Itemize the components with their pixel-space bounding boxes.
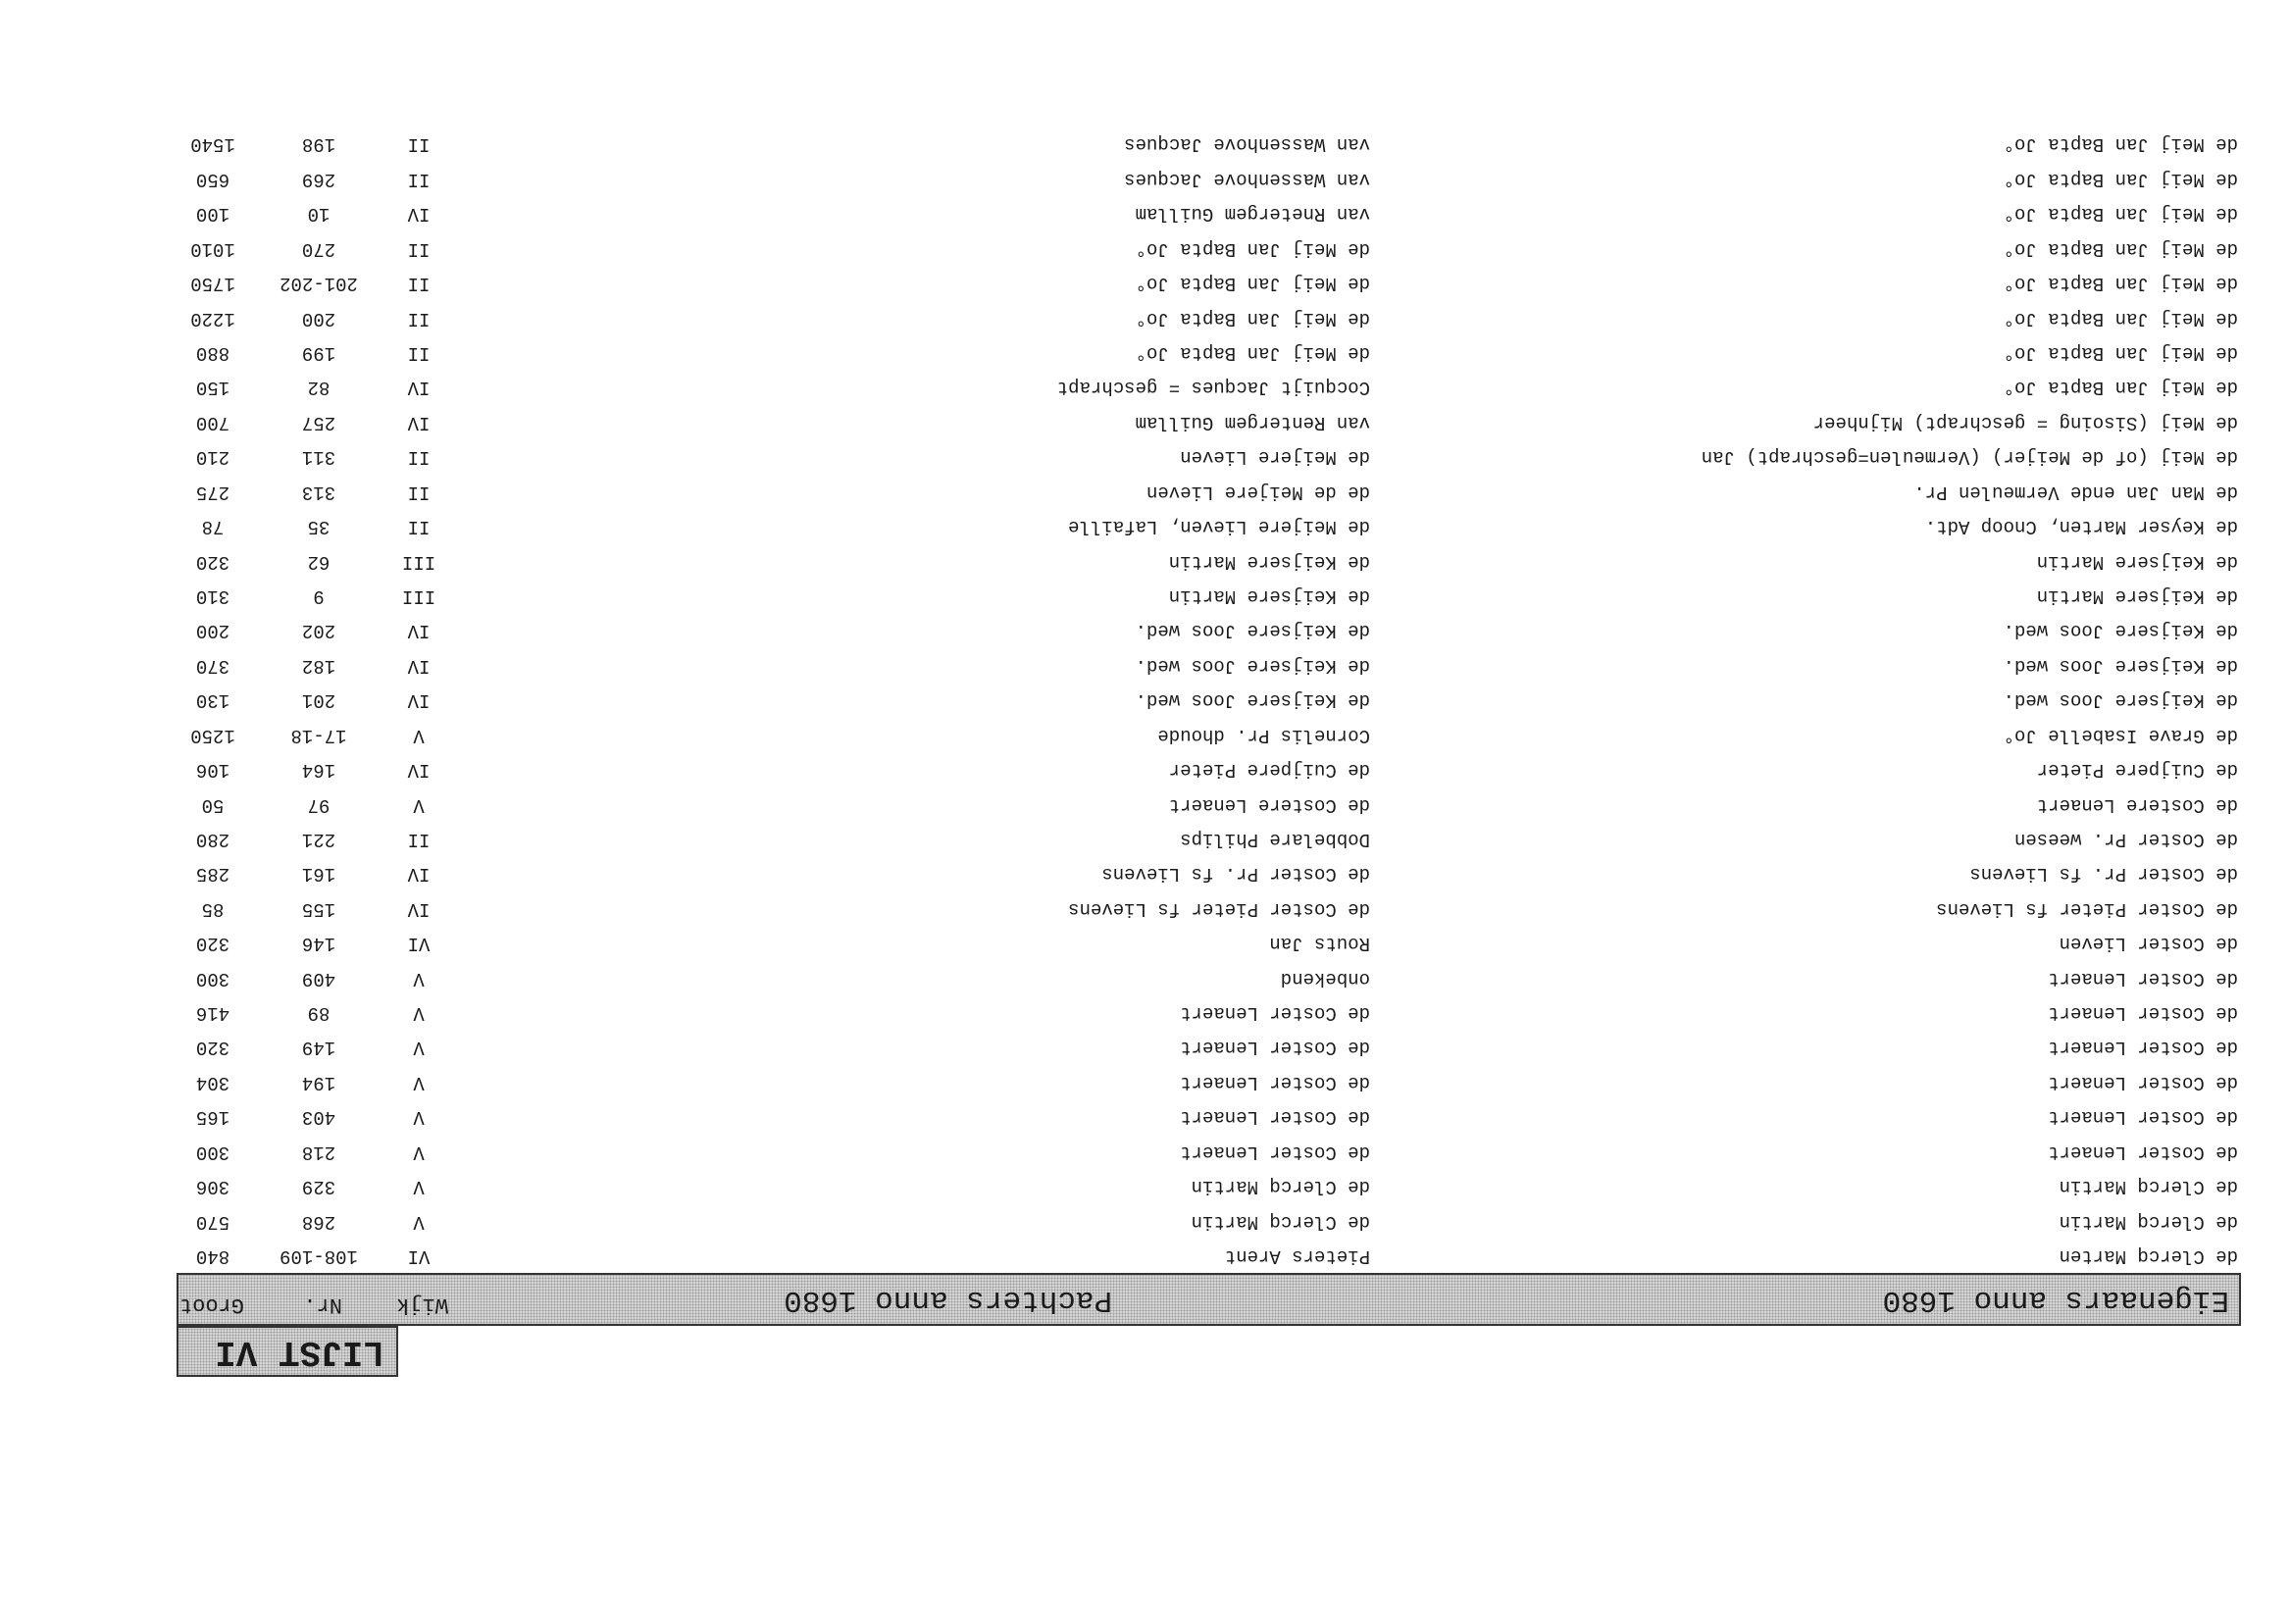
table-row bbox=[177, 1169, 2241, 1203]
nr-cell: 17-18 bbox=[290, 724, 347, 746]
table-row bbox=[177, 230, 2241, 265]
owner-cell: de Coster Lenaert bbox=[2048, 1037, 2238, 1059]
nr-cell: 164 bbox=[301, 759, 336, 782]
groot-cell: 880 bbox=[195, 342, 230, 365]
tenant-cell: de Meij Jan Bapta Jo° bbox=[1135, 307, 1370, 330]
owner-cell: de Keijsere Joos wed. bbox=[2003, 689, 2238, 712]
groot-cell: 320 bbox=[195, 933, 230, 955]
nr-cell: 409 bbox=[301, 967, 336, 990]
table-row bbox=[177, 300, 2241, 334]
wijk-cell: II bbox=[407, 342, 431, 365]
table-row bbox=[177, 647, 2241, 682]
table-row bbox=[177, 717, 2241, 751]
nr-cell: 97 bbox=[307, 793, 331, 816]
tenant-cell: Routs Jan bbox=[1269, 933, 1370, 955]
groot-cell: 1250 bbox=[190, 724, 235, 746]
nr-cell: 82 bbox=[307, 377, 331, 399]
wijk-cell: VI bbox=[407, 933, 431, 955]
owner-cell: de Keijsere Martin bbox=[2036, 550, 2238, 573]
table-header bbox=[177, 1273, 2241, 1326]
owner-cell: de Clercq Marten bbox=[2059, 1245, 2238, 1267]
owner-cell: de Meij Jan Bapta Jo° bbox=[2003, 377, 2238, 399]
groot-cell: 416 bbox=[195, 1002, 230, 1025]
owner-cell: de Coster Pr. fs Lievens bbox=[1969, 863, 2238, 886]
tenant-cell: de Coster Lenaert bbox=[1180, 1037, 1370, 1059]
wijk-cell: II bbox=[407, 307, 431, 330]
tenant-cell: de Meij Jan Bapta Jo° bbox=[1135, 273, 1370, 295]
nr-cell: 108-109 bbox=[280, 1245, 358, 1267]
nr-cell: 199 bbox=[301, 342, 336, 365]
wijk-cell: V bbox=[413, 1002, 425, 1025]
wijk-cell: V bbox=[413, 967, 425, 990]
wijk-cell: VI bbox=[407, 1245, 431, 1267]
table-row bbox=[177, 579, 2241, 613]
wijk-cell: V bbox=[413, 1210, 425, 1233]
owner-cell: de Meij Jan Bapta Jo° bbox=[2003, 342, 2238, 365]
nr-cell: 202 bbox=[301, 620, 336, 642]
header-tenants: Pachters anno 1680 bbox=[784, 1283, 1112, 1317]
tenant-cell: de Clercq Martin bbox=[1191, 1176, 1370, 1198]
table-row bbox=[177, 926, 2241, 960]
owner-cell: de Keijsere Martin bbox=[2036, 584, 2238, 607]
owner-cell: de Coster Pieter fs Lievens bbox=[1936, 897, 2238, 920]
tenant-cell: Pieters Arent bbox=[1224, 1245, 1370, 1267]
owner-cell: de Costere Lenaert bbox=[2036, 793, 2238, 816]
wijk-cell: IV bbox=[407, 411, 431, 433]
table-row bbox=[177, 890, 2241, 925]
owner-cell: de Coster Lenaert bbox=[2048, 1106, 2238, 1129]
table-row bbox=[177, 1099, 2241, 1134]
nr-cell: 269 bbox=[301, 168, 336, 190]
tenant-cell: de Cuijpere Pieter bbox=[1168, 759, 1370, 782]
wijk-cell: II bbox=[407, 133, 431, 156]
wijk-cell: V bbox=[413, 1037, 425, 1059]
table-row bbox=[177, 960, 2241, 994]
owner-cell: de Coster Lenaert bbox=[2048, 1002, 2238, 1025]
wijk-cell: V bbox=[413, 724, 425, 746]
nr-cell: 198 bbox=[301, 133, 336, 156]
groot-cell: 1750 bbox=[190, 273, 235, 295]
tenant-cell: de Coster Lenaert bbox=[1180, 1141, 1370, 1163]
wijk-cell: IV bbox=[407, 377, 431, 399]
table-row bbox=[177, 995, 2241, 1030]
groot-cell: 165 bbox=[195, 1106, 230, 1129]
tenant-cell: de Coster Pr. fs Lievens bbox=[1101, 863, 1370, 886]
tenant-cell: de Costere Lenaert bbox=[1168, 793, 1370, 816]
tenant-cell: de Keijsere Martin bbox=[1168, 550, 1370, 573]
wijk-cell: III bbox=[401, 550, 436, 573]
wijk-cell: IV bbox=[407, 654, 431, 677]
wijk-cell: IV bbox=[407, 203, 431, 226]
groot-cell: 200 bbox=[195, 620, 230, 642]
wijk-cell: V bbox=[413, 1106, 425, 1129]
groot-cell: 304 bbox=[195, 1071, 230, 1093]
header-owners: Eigenaars anno 1680 bbox=[1882, 1283, 2229, 1317]
nr-cell: 311 bbox=[301, 446, 336, 469]
table-row bbox=[177, 335, 2241, 370]
nr-cell: 35 bbox=[307, 516, 331, 538]
groot-cell: 320 bbox=[195, 1037, 230, 1059]
wijk-cell: II bbox=[407, 828, 431, 850]
header-nr: Nr. bbox=[303, 1293, 342, 1317]
groot-cell: 50 bbox=[201, 793, 225, 816]
owner-cell: de Meij (of de Meijer) (Vermeulen=geschrapt) Jan bbox=[1701, 446, 2238, 469]
nr-cell: 146 bbox=[301, 933, 336, 955]
owner-cell: de Meij Jan Bapta Jo° bbox=[2003, 273, 2238, 295]
nr-cell: 201 bbox=[301, 689, 336, 712]
owner-cell: de Cuijpere Pieter bbox=[2036, 759, 2238, 782]
nr-cell: 257 bbox=[301, 411, 336, 433]
wijk-cell: IV bbox=[407, 620, 431, 642]
wijk-cell: IV bbox=[407, 863, 431, 886]
owner-cell: de Keyser Marten, Cnoop Adt. bbox=[1924, 516, 2238, 538]
table-row bbox=[177, 543, 2241, 578]
list-title: LIJST VI bbox=[177, 1326, 398, 1377]
groot-cell: 275 bbox=[195, 481, 230, 503]
groot-cell: 310 bbox=[195, 584, 230, 607]
groot-cell: 320 bbox=[195, 550, 230, 573]
owner-cell: de Coster Lenaert bbox=[2048, 967, 2238, 990]
groot-cell: 130 bbox=[195, 689, 230, 712]
groot-cell: 150 bbox=[195, 377, 230, 399]
owner-cell: de Man Jan ende Vermeulen Pr. bbox=[1913, 481, 2238, 503]
nr-cell: 270 bbox=[301, 237, 336, 260]
header-wijk: Wijk bbox=[396, 1293, 448, 1317]
groot-cell: 285 bbox=[195, 863, 230, 886]
table-row bbox=[177, 822, 2241, 856]
nr-cell: 313 bbox=[301, 481, 336, 503]
table-row bbox=[177, 856, 2241, 890]
wijk-cell: III bbox=[401, 584, 436, 607]
groot-cell: 700 bbox=[195, 411, 230, 433]
groot-cell: 300 bbox=[195, 967, 230, 990]
groot-cell: 1540 bbox=[190, 133, 235, 156]
tenant-cell: van Wassenhove Jacques bbox=[1124, 133, 1370, 156]
groot-cell: 78 bbox=[201, 516, 225, 538]
nr-cell: 161 bbox=[301, 863, 336, 886]
owner-cell: de Meij Jan Bapta Jo° bbox=[2003, 133, 2238, 156]
header-groot: Groot bbox=[178, 1293, 244, 1317]
wijk-cell: V bbox=[413, 1071, 425, 1093]
table-row bbox=[177, 1134, 2241, 1168]
groot-cell: 1220 bbox=[190, 307, 235, 330]
table-row bbox=[177, 509, 2241, 543]
wijk-cell: II bbox=[407, 237, 431, 260]
groot-cell: 1010 bbox=[190, 237, 235, 260]
table-row bbox=[177, 752, 2241, 787]
table-row bbox=[177, 683, 2241, 717]
wijk-cell: V bbox=[413, 1176, 425, 1198]
owner-cell: de Grave Isabelle Jo° bbox=[2003, 724, 2238, 746]
nr-cell: 9 bbox=[313, 584, 325, 607]
nr-cell: 268 bbox=[301, 1210, 336, 1233]
tenant-cell: de Coster Lenaert bbox=[1180, 1071, 1370, 1093]
tenant-cell: Dobbelare Philips bbox=[1180, 828, 1370, 850]
tenant-cell: de Meijere Lieven bbox=[1180, 446, 1370, 469]
document-table bbox=[177, 127, 2241, 1377]
owner-cell: de Coster Lenaert bbox=[2048, 1141, 2238, 1163]
groot-cell: 106 bbox=[195, 759, 230, 782]
nr-cell: 403 bbox=[301, 1106, 336, 1129]
wijk-cell: II bbox=[407, 168, 431, 190]
table-row bbox=[177, 1239, 2241, 1273]
nr-cell: 155 bbox=[301, 897, 336, 920]
table-row bbox=[177, 162, 2241, 196]
table-row bbox=[177, 613, 2241, 647]
nr-cell: 200 bbox=[301, 307, 336, 330]
table-body bbox=[177, 127, 2241, 1273]
nr-cell: 149 bbox=[301, 1037, 336, 1059]
table-row bbox=[177, 1203, 2241, 1238]
nr-cell: 62 bbox=[307, 550, 331, 573]
table-row bbox=[177, 370, 2241, 404]
nr-cell: 329 bbox=[301, 1176, 336, 1198]
owner-cell: de Meij (Sisoing = geschrapt) Mijnheer bbox=[1812, 411, 2238, 433]
wijk-cell: II bbox=[407, 273, 431, 295]
tenant-cell: de Keijsere Joos wed. bbox=[1135, 689, 1370, 712]
owner-cell: de Clercq Martin bbox=[2059, 1210, 2238, 1233]
tenant-cell: de Keijsere Joos wed. bbox=[1135, 654, 1370, 677]
groot-cell: 840 bbox=[195, 1245, 230, 1267]
tenant-cell: onbekend bbox=[1280, 967, 1370, 990]
table-row bbox=[177, 474, 2241, 508]
tenant-cell: de Coster Lenaert bbox=[1180, 1106, 1370, 1129]
table-row bbox=[177, 439, 2241, 474]
groot-cell: 100 bbox=[195, 203, 230, 226]
tenant-cell: de Coster Pieter fs Lievens bbox=[1068, 897, 1370, 920]
groot-cell: 370 bbox=[195, 654, 230, 677]
owner-cell: de Meij Jan Bapta Jo° bbox=[2003, 237, 2238, 260]
table-row bbox=[177, 127, 2241, 161]
groot-cell: 300 bbox=[195, 1141, 230, 1163]
groot-cell: 650 bbox=[195, 168, 230, 190]
table-row bbox=[177, 404, 2241, 438]
wijk-cell: IV bbox=[407, 759, 431, 782]
nr-cell: 201-202 bbox=[280, 273, 358, 295]
nr-cell: 10 bbox=[307, 203, 331, 226]
owner-cell: de Meij Jan Bapta Jo° bbox=[2003, 307, 2238, 330]
owner-cell: de Meij Jan Bapta Jo° bbox=[2003, 168, 2238, 190]
table-row bbox=[177, 266, 2241, 300]
tenant-cell: Cornelis Pr. dhoude bbox=[1157, 724, 1370, 746]
tenant-cell: de Coster Lenaert bbox=[1180, 1002, 1370, 1025]
owner-cell: de Coster Lenaert bbox=[2048, 1071, 2238, 1093]
tenant-cell: van Rentergem Guillam bbox=[1135, 411, 1370, 433]
tenant-cell: van Rnetergem Guillam bbox=[1135, 203, 1370, 226]
wijk-cell: V bbox=[413, 1141, 425, 1163]
table-row bbox=[177, 1030, 2241, 1064]
owner-cell: de Coster Pr. weesen bbox=[2013, 828, 2238, 850]
tenant-cell: de Keijsere Martin bbox=[1168, 584, 1370, 607]
groot-cell: 85 bbox=[201, 897, 225, 920]
nr-cell: 218 bbox=[301, 1141, 336, 1163]
table-row bbox=[177, 196, 2241, 230]
table-row bbox=[177, 1064, 2241, 1098]
wijk-cell: II bbox=[407, 481, 431, 503]
tenant-cell: de Meijere Lieven, Lafaille bbox=[1068, 516, 1370, 538]
wijk-cell: IV bbox=[407, 689, 431, 712]
table-row bbox=[177, 787, 2241, 821]
tenant-cell: de Clercq Martin bbox=[1191, 1210, 1370, 1233]
owner-cell: de Clercq Martin bbox=[2059, 1176, 2238, 1198]
wijk-cell: V bbox=[413, 793, 425, 816]
owner-cell: de Coster Lieven bbox=[2059, 933, 2238, 955]
owner-cell: de Keijsere Joos wed. bbox=[2003, 620, 2238, 642]
nr-cell: 194 bbox=[301, 1071, 336, 1093]
tenant-cell: Cocquijt Jacques = geschrapt bbox=[1056, 377, 1370, 399]
wijk-cell: IV bbox=[407, 897, 431, 920]
tenant-cell: de de Meijere Lieven bbox=[1146, 481, 1370, 503]
owner-cell: de Meij Jan Bapta Jo° bbox=[2003, 203, 2238, 226]
tenant-cell: van Wassenhove Jacques bbox=[1124, 168, 1370, 190]
nr-cell: 221 bbox=[301, 828, 336, 850]
wijk-cell: II bbox=[407, 516, 431, 538]
nr-cell: 182 bbox=[301, 654, 336, 677]
nr-cell: 89 bbox=[307, 1002, 331, 1025]
tenant-cell: de Keijsere Joos wed. bbox=[1135, 620, 1370, 642]
groot-cell: 280 bbox=[195, 828, 230, 850]
tenant-cell: de Meij Jan Bapta Jo° bbox=[1135, 237, 1370, 260]
groot-cell: 570 bbox=[195, 1210, 230, 1233]
tenant-cell: de Meij Jan Bapta Jo° bbox=[1135, 342, 1370, 365]
groot-cell: 210 bbox=[195, 446, 230, 469]
owner-cell: de Keijsere Joos wed. bbox=[2003, 654, 2238, 677]
wijk-cell: II bbox=[407, 446, 431, 469]
groot-cell: 306 bbox=[195, 1176, 230, 1198]
